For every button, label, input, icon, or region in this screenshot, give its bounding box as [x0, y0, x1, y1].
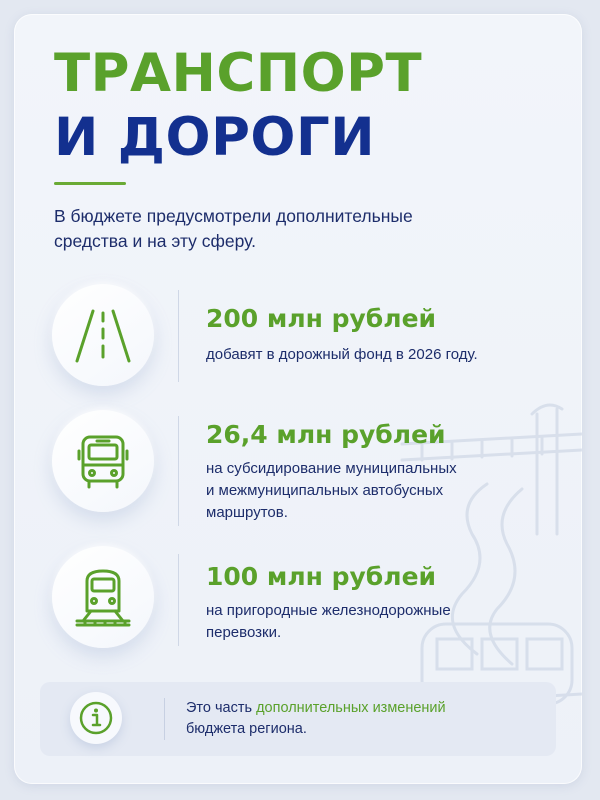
footer-text [186, 698, 446, 740]
road-icon [71, 303, 135, 367]
item-description-line: на пригородные железнодорожные [206, 602, 451, 619]
item-divider [178, 290, 179, 382]
page-title-line1: ТРАНСПОРТ [54, 43, 423, 104]
item-amount: 200 млн рублей [206, 304, 437, 333]
info-icon [78, 700, 114, 736]
infographic-card [14, 14, 582, 784]
footer-text-line2: бюджета региона. [186, 721, 307, 737]
title-underline [54, 182, 126, 185]
info-icon-badge [70, 692, 122, 744]
page-title-line2: И ДОРОГИ [54, 107, 376, 168]
bus-icon-badge [52, 410, 154, 512]
item-description-line: перевозки. [206, 624, 282, 641]
item-amount: 26,4 млн рублей [206, 420, 446, 449]
item-divider [178, 554, 179, 646]
intro-text [54, 204, 534, 254]
item-description-line: добавят в дорожный фонд в 2026 году. [206, 346, 478, 363]
item-description-line: маршрутов. [206, 504, 288, 521]
item-description [206, 600, 451, 644]
item-description [206, 458, 457, 524]
item-description-line: на субсидирование муниципальных [206, 460, 457, 477]
item-description-line: и межмуниципальных автобусных [206, 482, 444, 499]
train-icon [71, 565, 135, 629]
item-divider [178, 416, 179, 526]
footer-divider [164, 698, 165, 740]
footer-text-start: Это часть [186, 700, 257, 716]
intro-line: средства и на эту сферу. [54, 231, 257, 251]
item-amount: 100 млн рублей [206, 562, 437, 591]
intro-line: В бюджете предусмотрели дополнительные [54, 206, 413, 226]
train-icon-badge [52, 546, 154, 648]
bus-icon [71, 429, 135, 493]
footer-text-highlight: дополнительных изменений [256, 700, 446, 716]
footer-note [40, 682, 556, 756]
road-icon-badge [52, 284, 154, 386]
item-description [206, 344, 478, 366]
